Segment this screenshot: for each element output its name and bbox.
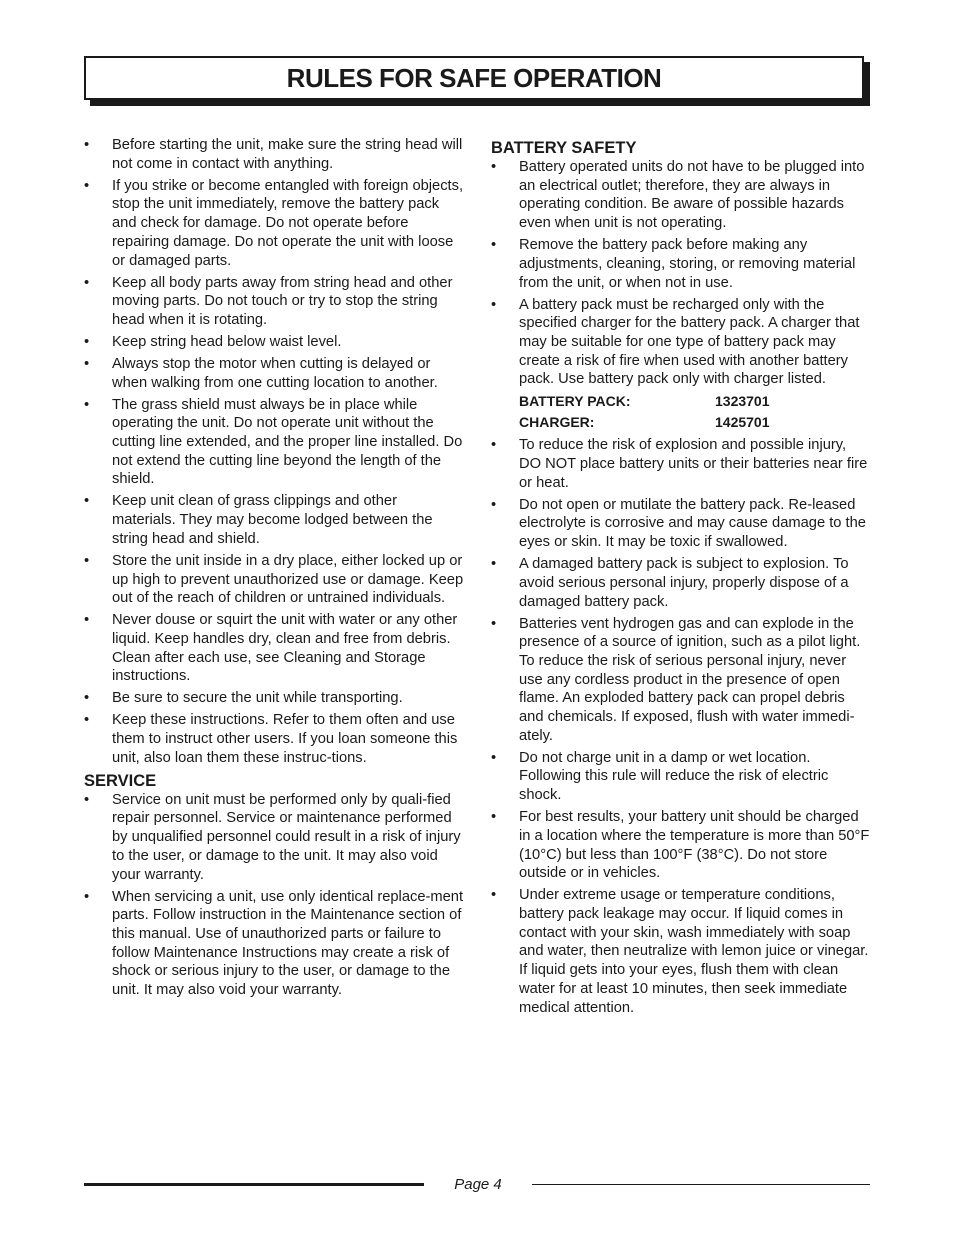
spec-label: CHARGER: <box>519 414 595 431</box>
part-numbers <box>491 391 872 433</box>
bullet-icon: • <box>84 177 90 194</box>
battery-safety-list-b <box>491 436 872 1017</box>
list-item: • If you strike or become entangled with foreign objects, stop the unit immediately, remove the battery pack and check for damage. Do not operate before repairing damage. Do not operate the unit with loose or damaged parts. <box>84 177 464 269</box>
list-item: • Keep all body parts away from string head and other moving parts. Do not touch or try to stop the string head when it is rotating. <box>84 274 453 328</box>
title-banner <box>84 56 870 106</box>
list-item: • Service on unit must be performed only by quali-fied repair personnel. Service or maintenance performed by unqualified personnel could result in a risk of injury to the user, or damage to the unit. It may also void your warranty. <box>84 791 461 883</box>
spec-label: BATTERY PACK: <box>519 393 631 410</box>
bullet-icon: • <box>84 333 90 350</box>
list-item: • Keep these instructions. Refer to them often and use them to instruct other users. If you loan someone this unit, also loan them these instruc-tions. <box>84 712 458 766</box>
bullet-icon: • <box>491 296 497 313</box>
list-item: • Store the unit inside in a dry place, either locked up or up high to prevent unauthorized use or damage. Keep out of the reach of children or untrained individuals. <box>84 552 464 607</box>
bullet-icon: • <box>84 274 90 291</box>
list-item: • The grass shield must always be in place while operating the unit. Do not operate unit without the cutting line extended, and the proper line installed. Do not extend the cutting line beyond the length of the shield. <box>84 396 463 488</box>
spec-value: 1323701 <box>715 393 770 410</box>
bullet-icon: • <box>491 887 497 904</box>
list-item: • A damaged battery pack is subject to explosion. To avoid serious personal injury, properly dispose of a damaged battery pack. <box>491 556 849 610</box>
bullet-icon: • <box>491 556 497 573</box>
list-item: • Keep unit clean of grass clippings and other materials. They may become lodged between the string head and shield. <box>84 493 433 547</box>
page-number: Page 4 <box>454 1176 502 1193</box>
list-item: • Remove the battery pack before making any adjustments, cleaning, storing, or removing material from the unit, or when not in use. <box>491 237 856 291</box>
list-item: • Do not open or mutilate the battery pack. Re-leased electrolyte is corrosive and may cause damage to the eyes or skin. It may be toxic if swallowed. <box>491 496 866 551</box>
bullet-icon: • <box>491 809 497 826</box>
footer-rule-right <box>532 1184 870 1185</box>
bullet-icon: • <box>491 749 497 766</box>
bullet-icon: • <box>491 159 497 175</box>
bullet-icon: • <box>84 493 90 510</box>
list-item: • To reduce the risk of explosion and possible injury, DO NOT place battery units or their batteries near fire or heat. <box>491 437 868 491</box>
left-column <box>84 136 464 1003</box>
list-item: • Always stop the motor when cutting is delayed or when walking from one cutting location to another. <box>84 355 438 391</box>
bullet-icon: • <box>84 712 90 729</box>
spec-row-battery-pack <box>491 391 872 412</box>
bullet-icon: • <box>491 496 497 513</box>
bullet-icon: • <box>84 396 90 413</box>
list-item: • Battery operated units do not have to be plugged into an electrical outlet; therefore, they are always in operating condition. Be aware of possible hazards even when unit is not operating. <box>491 159 865 232</box>
list-item: • Never douse or squirt the unit with water or any other liquid. Keep handles dry, clean and free from debris. Clean after each use, see Cleaning and Storage instructions. <box>84 612 458 685</box>
battery-safety-list-a <box>491 158 872 389</box>
bullet-icon: • <box>491 237 497 254</box>
bullet-icon: • <box>84 888 90 905</box>
spec-row-charger <box>491 412 872 433</box>
battery-safety-heading: BATTERY SAFETY <box>491 139 637 157</box>
bullet-icon: • <box>84 137 90 153</box>
bullet-icon: • <box>84 690 90 707</box>
list-item: • Do not charge unit in a damp or wet location. Following this rule will reduce the risk of electric shock. <box>491 749 829 804</box>
list-item: • Batteries vent hydrogen gas and can explode in the presence of a source of ignition, such as a pilot light. To reduce the risk of serious personal injury, never use any cordless product in the presence of open flame. An exploded battery pack can propel debris and chemicals. If exposed, flush with water immedi-ately. <box>491 615 861 744</box>
bullet-icon: • <box>84 552 90 569</box>
bullet-icon: • <box>491 437 497 454</box>
list-item: • A battery pack must be recharged only with the specified charger for the battery pack. A charger that may be suitable for one type of battery pack may create a risk of fire when used with another battery pack. Use battery pack only with charger listed. <box>491 296 860 388</box>
list-item: • For best results, your battery unit should be charged in a location where the temperature is more than 50°F (10°C) but less than 100°F (38°C). Do not store outside or in vehicles. <box>491 809 870 882</box>
general-rules-list <box>84 136 464 767</box>
title-box <box>84 56 864 100</box>
service-list <box>84 791 464 1000</box>
page-title: RULES FOR SAFE OPERATION <box>286 62 662 93</box>
list-item: • Before starting the unit, make sure the string head will not come in contact with anything. <box>84 137 463 172</box>
right-column <box>491 138 872 1021</box>
bullet-icon: • <box>491 615 497 632</box>
footer-rule-left <box>84 1183 424 1186</box>
list-item: • Keep string head below waist level. <box>84 333 342 350</box>
service-heading: SERVICE <box>84 771 157 790</box>
bullet-icon: • <box>84 612 90 629</box>
list-item: • Be sure to secure the unit while transporting. <box>84 690 403 707</box>
bullet-icon: • <box>84 355 90 372</box>
list-item: • When servicing a unit, use only identical replace-ment parts. Follow instruction in the Maintenance section of this manual. Use of unauthorized parts or failure to follow Maintenance Instructions may create a risk of shock or serious injury to the user, or damage to the unit. It may also void your warranty. <box>84 888 464 999</box>
bullet-icon: • <box>84 791 90 808</box>
list-item: • Under extreme usage or temperature conditions, battery pack leakage may occur. If liquid comes in contact with your skin, wash immediately with soap and water, then neutralize with lemon juice or vinegar. If liquid gets into your eyes, flush them with clean water for at least 10 minutes, then seek immediate medical attention. <box>491 887 869 1016</box>
spec-value: 1425701 <box>715 414 770 431</box>
